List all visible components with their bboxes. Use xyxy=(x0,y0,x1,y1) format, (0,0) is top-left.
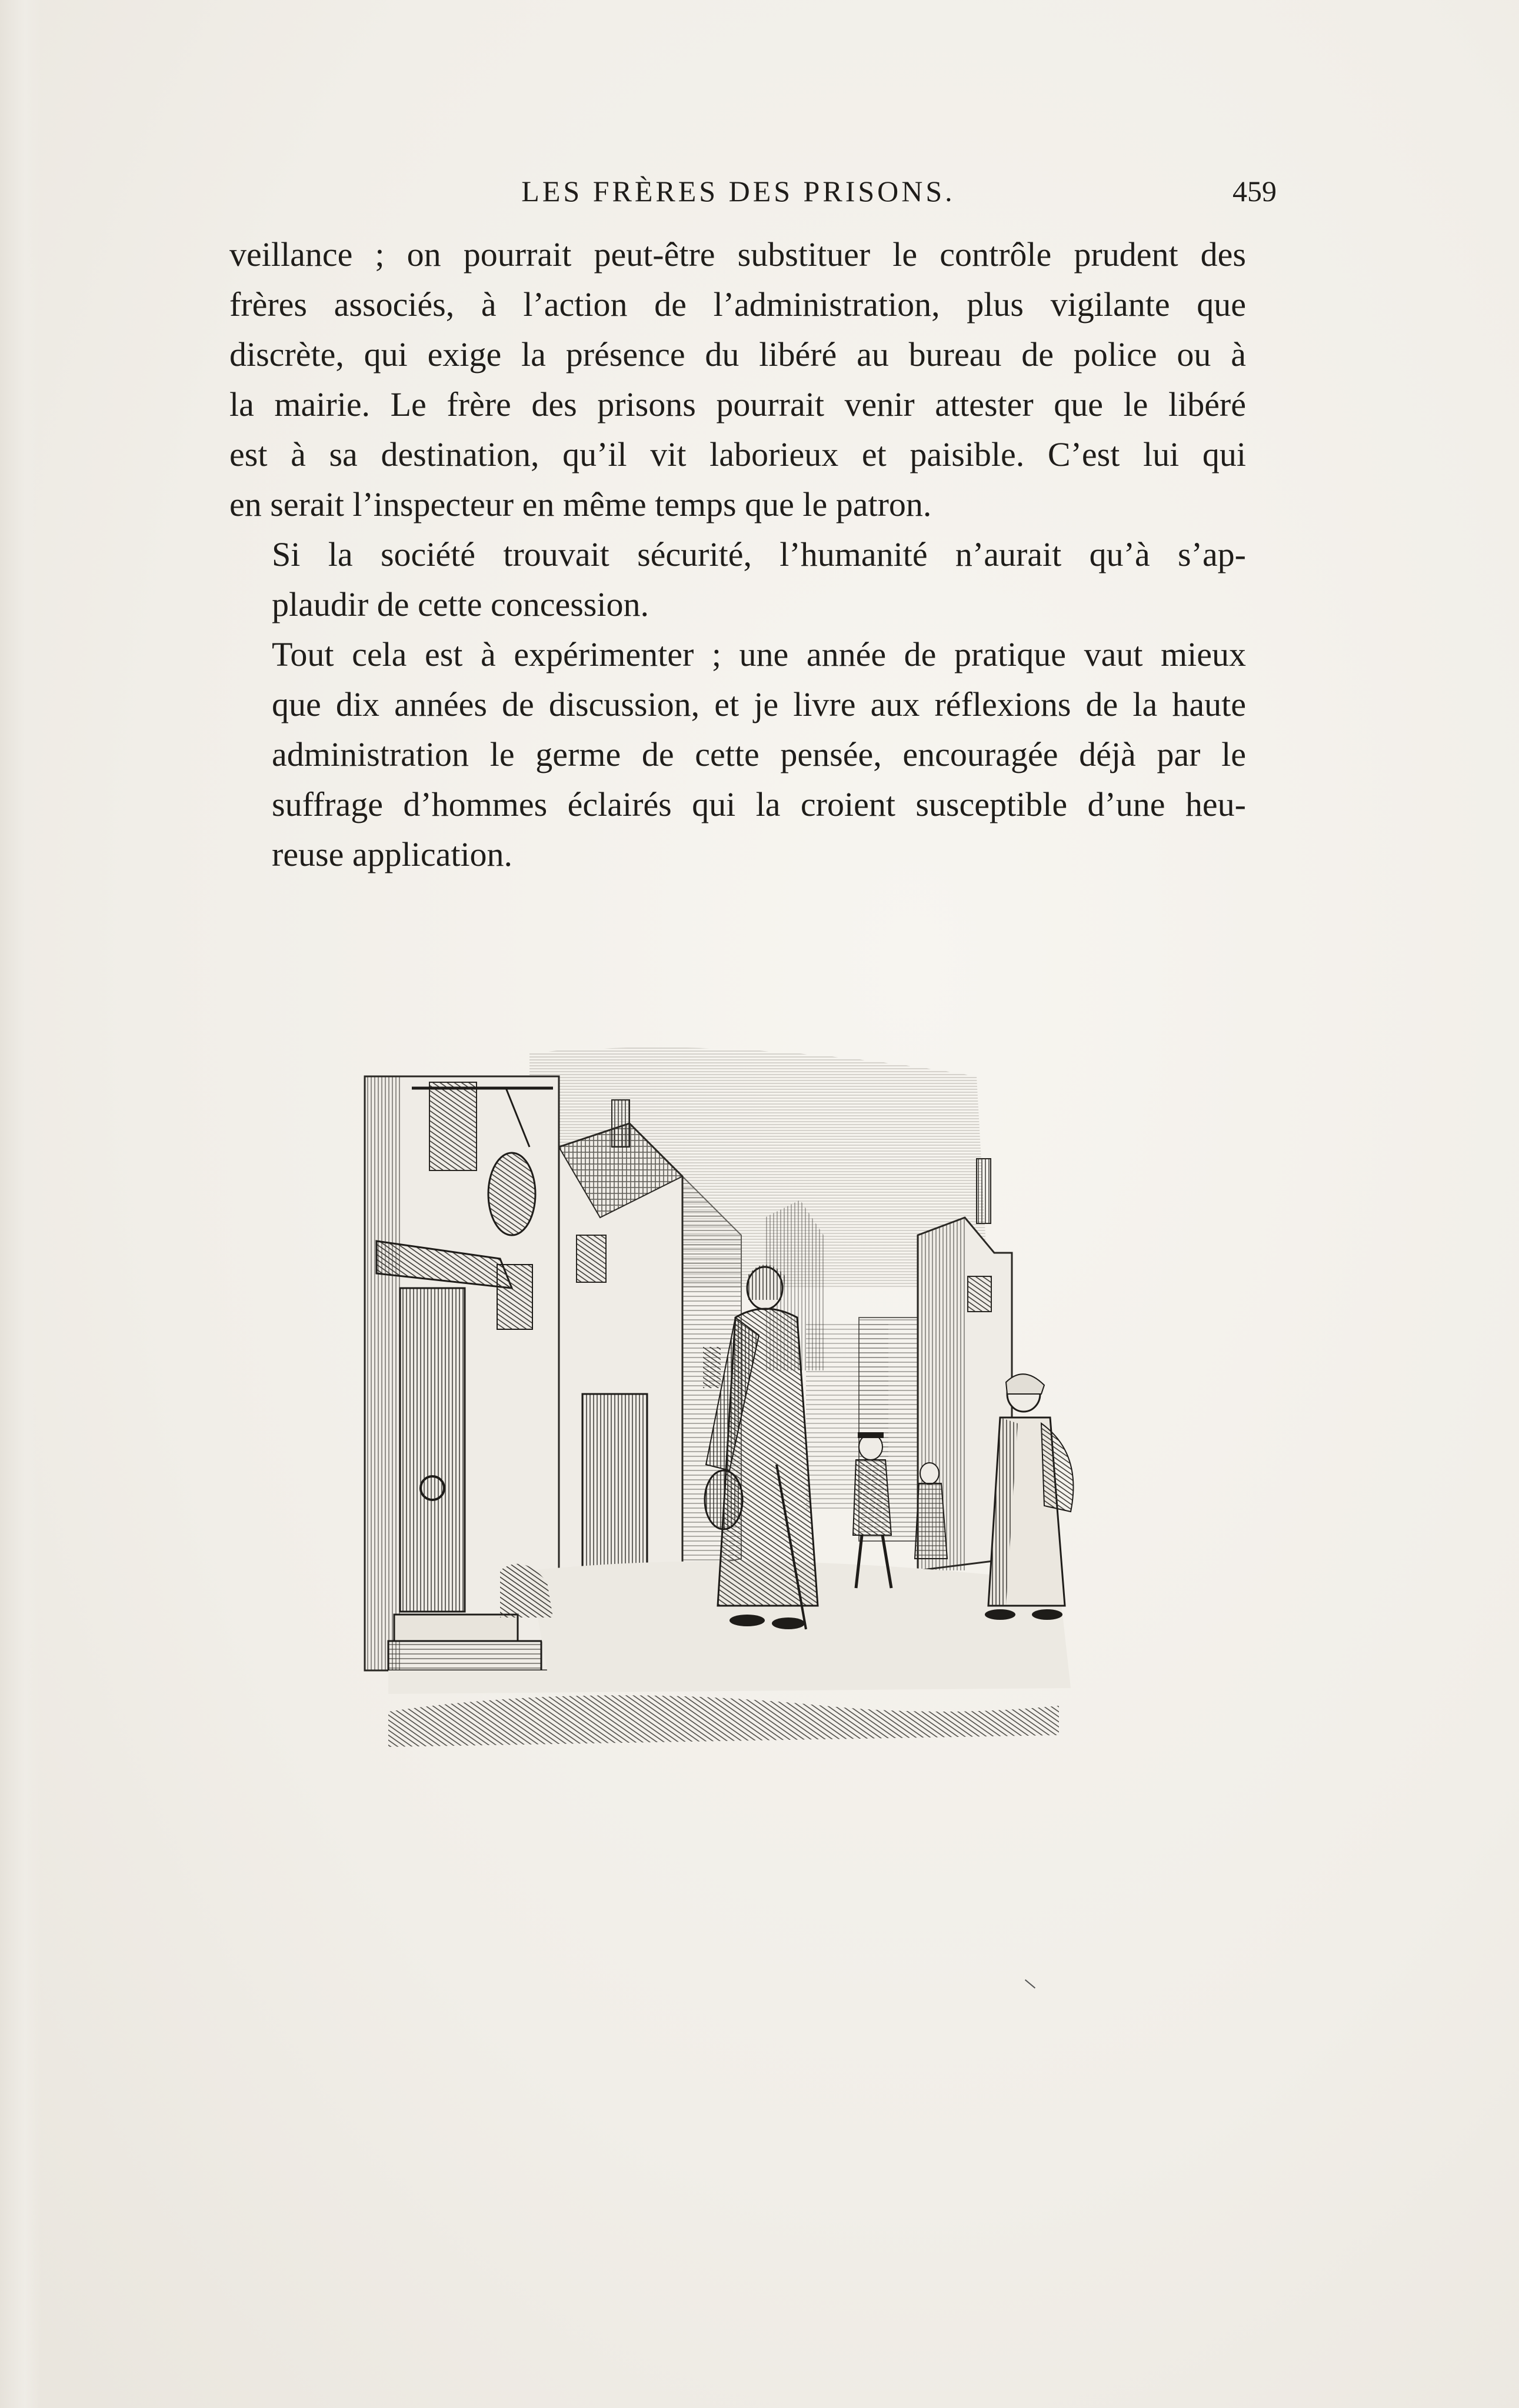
paragraph-2 xyxy=(229,529,1246,629)
window xyxy=(703,1347,721,1388)
chimney xyxy=(977,1159,991,1223)
paragraph-1 xyxy=(229,229,1246,529)
text-line: veillance ; on pourrait peut-être substituer le contrôle prudent des xyxy=(229,235,1246,274)
ink-mark xyxy=(1025,1979,1035,1989)
text-line: est à sa destination, qu’il vit laborieux et paisible. C’est lui qui xyxy=(229,435,1246,473)
body-text xyxy=(229,229,1246,879)
chimney xyxy=(612,1100,629,1147)
window xyxy=(577,1235,606,1282)
step-upper xyxy=(394,1615,518,1641)
text-line: la mairie. Le frère des prisons pourrait venir attester que le libéré xyxy=(229,385,1246,423)
shutter-window xyxy=(497,1265,532,1329)
page-number: 459 xyxy=(1232,175,1277,208)
upper-window xyxy=(429,1082,477,1170)
step-lower xyxy=(388,1641,541,1670)
left-house-shadow xyxy=(365,1076,400,1670)
street-scene-illustration xyxy=(353,1041,1118,1800)
page-edge xyxy=(0,0,41,2408)
text-line: frères associés, à l’action de l’administration, plus vigilante que xyxy=(229,285,1246,323)
text-line: que dix années de discussion, et je livre aux réflexions de la haute xyxy=(272,685,1246,723)
hanging-sign xyxy=(488,1153,535,1235)
text-line: Si la société trouvait sécurité, l’humanité n’aurait qu’à s’ap- xyxy=(272,535,1246,573)
text-line: suffrage d’hommes éclairés qui la croient susceptible d’une heu- xyxy=(272,785,1246,823)
text-line: administration le germe de cette pensée, encouragée déjà par le xyxy=(272,735,1246,773)
dormer-window xyxy=(968,1276,991,1312)
text-line: reuse application. xyxy=(272,835,513,873)
text-line: plaudir de cette concession. xyxy=(272,585,649,623)
text-line: Tout cela est à expérimenter ; une année de pratique vaut mieux xyxy=(272,635,1246,673)
door xyxy=(400,1288,465,1612)
text-line: en serait l’inspecteur en même temps que le patron. xyxy=(229,485,932,523)
engraving-svg xyxy=(353,1041,1118,1800)
paragraph-3 xyxy=(229,629,1246,879)
shop-front xyxy=(582,1394,647,1570)
running-title: LES FRÈRES DES PRISONS. xyxy=(521,175,955,208)
street-shadow xyxy=(388,1695,1059,1747)
text-line: discrète, qui exige la présence du libéré au bureau de police ou à xyxy=(229,335,1246,373)
